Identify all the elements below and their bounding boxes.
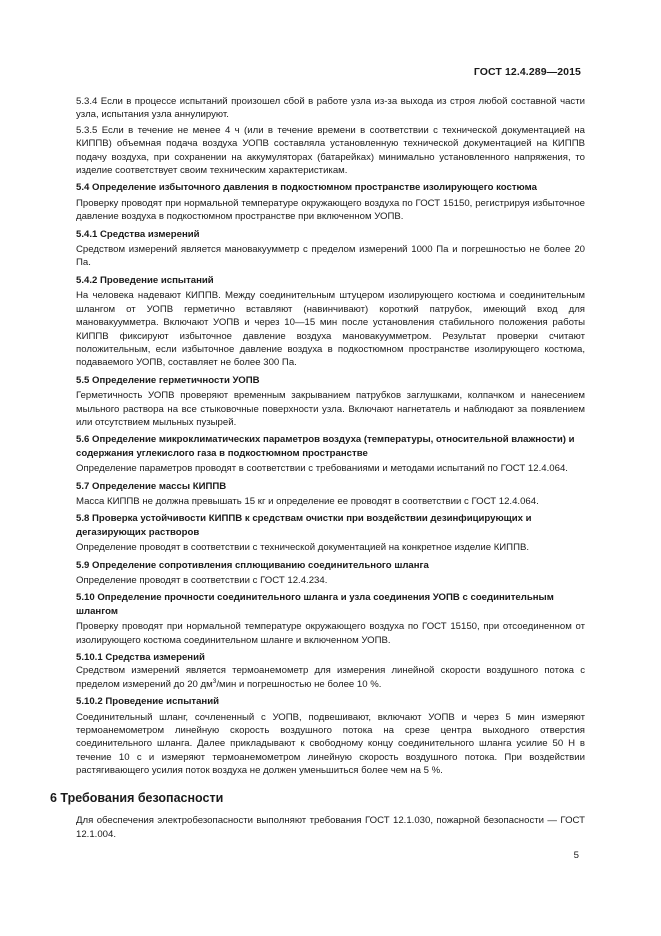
section-heading: 5.10.1 Средства измерений (76, 652, 205, 664)
document-code-header: ГОСТ 12.4.289—2015 (473, 66, 581, 78)
section-heading: 5.10 Определение прочности соединительного шланга и узла соединения УОПВ с соединительным шлангом (76, 592, 554, 617)
section-heading: 5.10.2 Проведение испытаний (76, 696, 220, 708)
document-body (50, 95, 585, 841)
body-paragraph: Масса КИППВ не должна превышать 15 кг и определение ее проводят в соответствии с ГОСТ 12.4.064. (76, 495, 539, 507)
section-heading: 5.4.2 Проведение испытаний (76, 274, 214, 286)
section-heading: 5.8 Проверка устойчивости КИППВ к средствам очистки при воздействии дезинфицирующих и дегазирующих растворов (76, 513, 532, 538)
body-paragraph: На человека надевают КИППВ. Между соединительным штуцером изолирующего костюма и соединительным шлангом от УОПВ герметично вставляют (навинчивают) короткий патрубок, имеющий вход для мановакуумметра. Включают УОПВ и через 10—15 мин после установления стабильного положения работы КИППВ фиксируют избыточное давление воздуха мановакуумметром. Результат проверки считают положительным, если избыточное давление воздуха в подкостюмном пространстве изолирующего костюма, подаваемого УОПВ, составляет не более 300 Па. (76, 290, 585, 369)
section-heading: 5.5 Определение герметичности УОПВ (76, 374, 260, 386)
body-paragraph: Проверку проводят при нормальной температуре окружающего воздуха по ГОСТ 15150, при отсоединенном от изолирующего костюма соединительном шланге и включенном УОПВ. (76, 621, 585, 646)
body-paragraph: Определение параметров проводят в соответствии с требованиями и методами испытаний по ГОСТ 12.4.064. (76, 463, 568, 475)
body-paragraph: Герметичность УОПВ проверяют временным закрыванием патрубков заглушками, колпачком и нанесением мыльного раствора на все стыковочные поверхности узла. Включают нагнетатель и наблюдают за появлением или отсутствием мыльных пузырей. (76, 390, 585, 428)
body-paragraph: 5.3.5 Если в течение не менее 4 ч (или в течение времени в соответствии с технической документацией на КИППВ) объемная подача воздуха УОПВ составляла установленную технической документацией на КИППВ подачу воздуха, при сохранении на аккумуляторах (батарейках) минимально установленного напряжения, то изделие соответствует своим техническим характеристикам. (76, 124, 585, 177)
paragraph-list (76, 95, 585, 778)
body-paragraph: Определение проводят в соответствии с ГОСТ 12.4.234. (76, 575, 328, 586)
page-number: 5 (573, 850, 579, 861)
section-heading: 5.4.1 Средства измерений (76, 228, 200, 240)
body-paragraph: Проверку проводят при нормальной температуре окружающего воздуха по ГОСТ 15150, регистрируя избыточное давление воздуха в подкостюмном пространстве при включенном УОПВ. (76, 197, 585, 223)
section-heading: 5.7 Определение массы КИППВ (76, 480, 227, 492)
body-paragraph: Средством измерений является термоанемометр для измерения линейной скорости воздушного потока с пределом измерений до 20 $дм^3$/мин и погрешностью не более 10 %. (76, 665, 585, 690)
section-heading: 5.9 Определение сопротивления сплющиванию соединительного шланга (76, 559, 429, 571)
body-paragraph: Средством измерений является мановакуумметр с пределом измерений 1000 Па и погрешностью не более 20 Па. (76, 244, 585, 269)
section-heading: 5.6 Определение микроклиматических параметров воздуха (температуры, относительной влажности) и содержания углекислого газа в подкостюмном пространстве (76, 434, 575, 459)
section-heading: 5.4 Определение избыточного давления в подкостюмном пространстве изолирующего костюма (76, 182, 537, 194)
body-paragraph: Определение проводят в соответствии с технической документацией на конкретное изделие КИППВ. (76, 542, 530, 554)
section-6-title: 6 Требования безопасности (50, 790, 224, 805)
body-paragraph: 5.3.4 Если в процессе испытаний произошел сбой в работе узла из-за выхода из строя любой составной части узла, испытания узла аннулируют. (76, 96, 585, 121)
body-paragraph: Соединительный шланг, сочлененный с УОПВ, подвешивают, включают УОПВ и через 5 мин измеряют термоанемометром линейную скорость воздушного потока на срезе центра выходного отверстия соединительного шланга. Далее прикладывают к свободному концу соединительного шланга усилие 50 Н в течение 10 с и измеряют термоанемометром линейную скорость воздушного потока. При воздействии растягивающего усилия поток воздуха не должен уменьшиться более чем на 5 %. (76, 711, 585, 777)
section-6-text: Для обеспечения электробезопасности выполняют требования ГОСТ 12.1.030, пожарной безопасности — ГОСТ 12.1.004. (76, 815, 585, 840)
